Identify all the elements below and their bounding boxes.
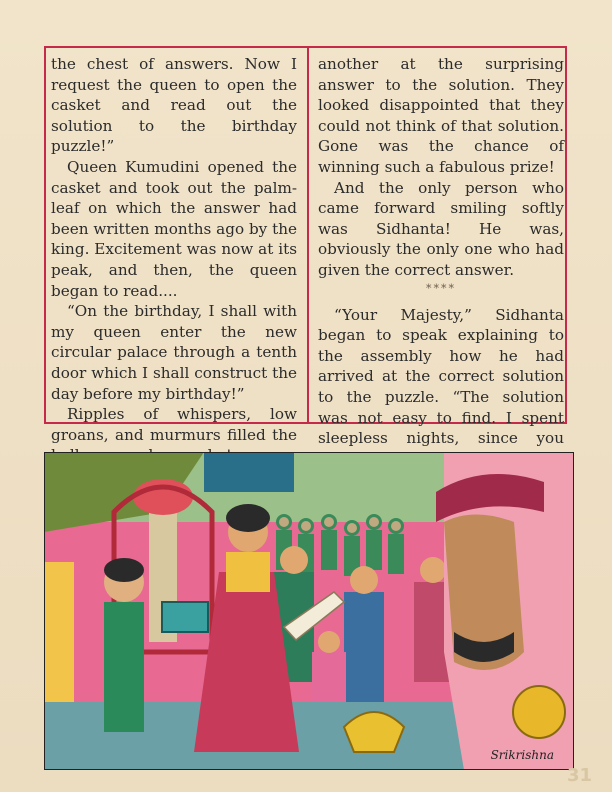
column-divider [307, 48, 309, 422]
court-scene-illustration [44, 452, 574, 770]
paragraph: the chest of answers. Now I request the queen to open the casket and read out the solution to the birthday puzzle!” [51, 55, 297, 156]
paragraph: “On the birthday, I shall with my queen enter the new circular palace through a tenth door which I shall construct the day before my birthday!” [51, 302, 297, 403]
artist-signature: Srikrishna [490, 748, 554, 762]
story-text-box [44, 46, 567, 448]
paragraph: And the only person who came forward smiling softly was Sidhanta! He was, obviously the only one who had given the correct answer. [318, 178, 564, 279]
page-number: 31 [566, 765, 592, 786]
left-text-column [51, 54, 297, 466]
paragraph: Queen Kumudini opened the casket and took out the palm-leaf on which the answer had been written months ago by the king. Excitement was now at its peak, and then, the queen began to read.... [51, 157, 297, 300]
paragraph: Ripples of whispers, low groans, and murmurs filled the [51, 405, 297, 444]
paragraph: “Your Majesty,” Sidhanta began to speak explaining to the assembly how he had arrived at the correct solution to the puzzle. “The solution was not easy to find. I spent sleepless nights, since you [318, 305, 564, 448]
section-separator: **** [426, 281, 456, 295]
paragraph: another at the surprising answer to the solution. They looked disappointed that they could not think of that solution. Gone was the chance of winning such a fabulous prize! [318, 55, 564, 176]
right-text-column [318, 54, 564, 469]
